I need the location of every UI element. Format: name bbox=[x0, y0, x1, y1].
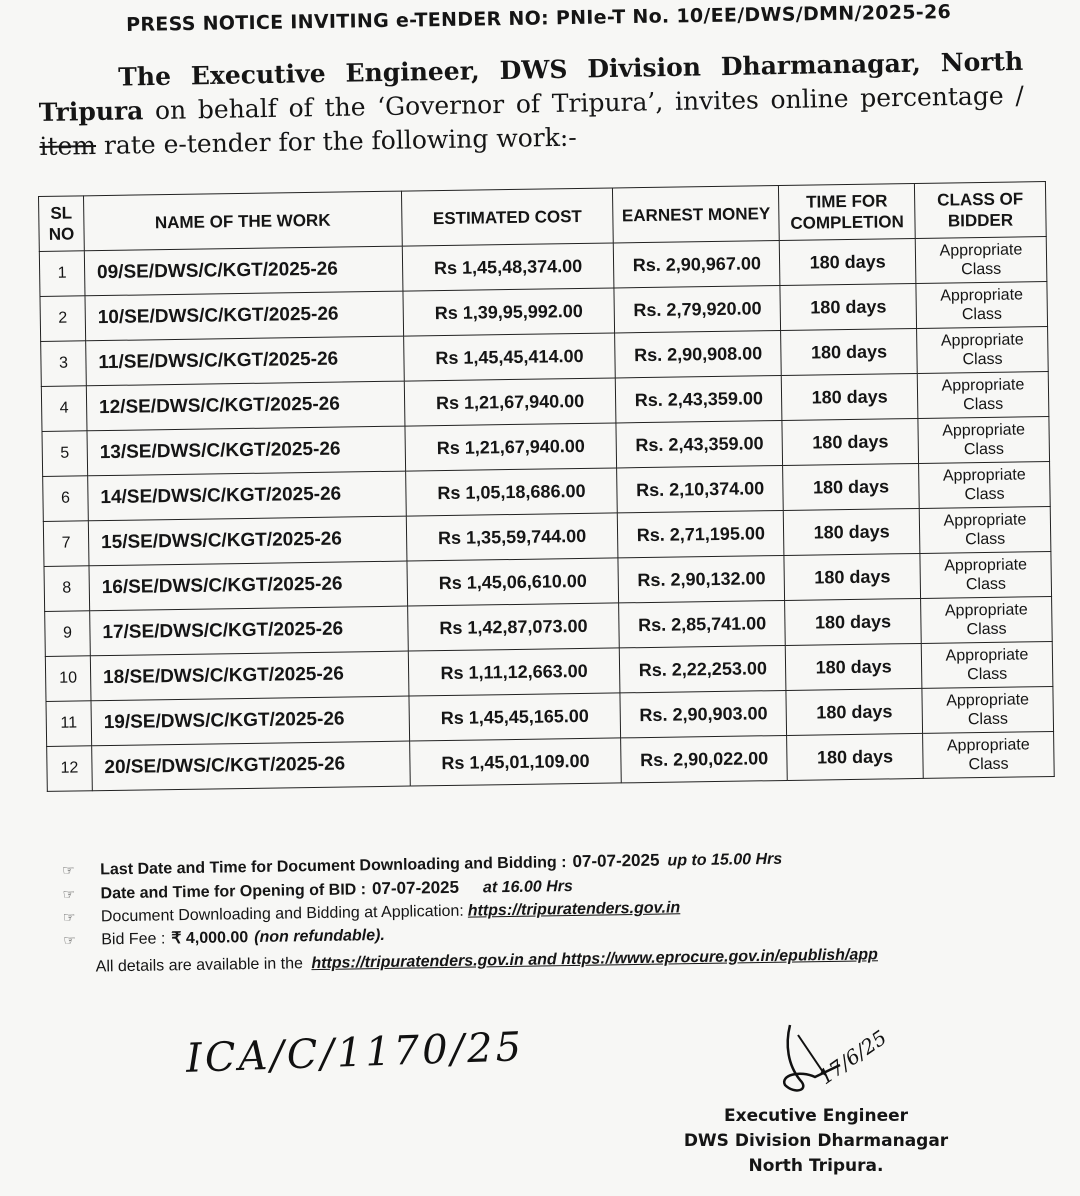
signature-date: 17/6/25 bbox=[814, 1025, 892, 1090]
cell-class-of-bidder: Appropriate Class bbox=[923, 731, 1055, 778]
cell-time-for-completion: 180 days bbox=[785, 643, 922, 690]
cell-work-name: 16/SE/DWS/C/KGT/2025-26 bbox=[89, 561, 407, 611]
cell-class-of-bidder: Appropriate Class bbox=[917, 372, 1049, 419]
pointing-hand-icon: ☞ bbox=[63, 931, 76, 948]
cell-earnest-money: Rs. 2,43,359.00 bbox=[616, 375, 782, 422]
cell-time-for-completion: 180 days bbox=[781, 328, 918, 375]
cell-work-name: 19/SE/DWS/C/KGT/2025-26 bbox=[91, 696, 409, 746]
cell-sl-no: 1 bbox=[39, 251, 85, 297]
cell-time-for-completion: 180 days bbox=[783, 508, 920, 555]
pointing-hand-icon: ☞ bbox=[62, 908, 76, 925]
opening-label: Date and Time for Opening of BID : bbox=[100, 881, 367, 903]
cell-work-name: 17/SE/DWS/C/KGT/2025-26 bbox=[90, 606, 408, 656]
cell-time-for-completion: 180 days bbox=[782, 418, 919, 465]
cell-time-for-completion: 180 days bbox=[783, 463, 920, 510]
cell-work-name: 14/SE/DWS/C/KGT/2025-26 bbox=[88, 471, 406, 521]
header-earnest-money: EARNEST MONEY bbox=[613, 186, 780, 243]
last-date-label: Last Date and Time for Document Downloading and Bidding : bbox=[100, 854, 567, 879]
intro-struck-word: item bbox=[39, 131, 97, 161]
header-estimated-cost: ESTIMATED COST bbox=[401, 188, 613, 246]
intro-paragraph bbox=[38, 45, 1025, 164]
bid-fee-note: (non refundable). bbox=[254, 926, 385, 946]
signatory-division: DWS Division Dharmanagar bbox=[683, 1131, 949, 1151]
cell-earnest-money: Rs. 2,90,022.00 bbox=[621, 735, 787, 782]
cell-sl-no: 12 bbox=[47, 746, 93, 792]
last-date-value: 07-07-2025 bbox=[572, 850, 660, 871]
cell-earnest-money: Rs. 2,90,903.00 bbox=[620, 690, 786, 737]
intro-text-end: rate e-tender for the following work:- bbox=[95, 122, 577, 160]
cell-earnest-money: Rs. 2,10,374.00 bbox=[617, 465, 783, 512]
cell-earnest-money: Rs. 2,43,359.00 bbox=[616, 420, 782, 467]
cell-estimated-cost: Rs 1,45,48,374.00 bbox=[402, 243, 614, 291]
pointing-hand-icon: ☞ bbox=[62, 861, 75, 878]
cell-sl-no: 4 bbox=[41, 386, 87, 432]
cell-time-for-completion: 180 days bbox=[780, 283, 917, 330]
cell-time-for-completion: 180 days bbox=[785, 598, 922, 645]
cell-sl-no: 11 bbox=[46, 701, 92, 747]
cell-class-of-bidder: Appropriate Class bbox=[915, 237, 1047, 284]
signature-mark bbox=[770, 1005, 930, 1105]
cell-time-for-completion: 180 days bbox=[786, 688, 923, 735]
cell-time-for-completion: 180 days bbox=[779, 238, 916, 285]
download-link[interactable]: https://tripuratenders.gov.in bbox=[467, 899, 681, 920]
cell-sl-no: 10 bbox=[45, 656, 91, 702]
cell-class-of-bidder: Appropriate Class bbox=[921, 597, 1053, 644]
cell-class-of-bidder: Appropriate Class bbox=[922, 686, 1054, 733]
cell-estimated-cost: Rs 1,35,59,744.00 bbox=[406, 513, 618, 561]
header-class-of-bidder: CLASS OF BIDDER bbox=[915, 182, 1047, 239]
cell-earnest-money: Rs. 2,22,253.00 bbox=[620, 645, 786, 692]
cell-estimated-cost: Rs 1,05,18,686.00 bbox=[405, 468, 617, 516]
details-label: All details are available in the bbox=[95, 955, 304, 976]
intro-issuer: The Executive Engineer, DWS Division Dharmanagar, North Tripura bbox=[38, 46, 1024, 127]
cell-estimated-cost: Rs 1,45,45,165.00 bbox=[409, 693, 621, 741]
cell-earnest-money: Rs. 2,90,967.00 bbox=[614, 241, 780, 288]
details-links[interactable]: https://tripuratenders.gov.in and https://www.eprocure.gov.in/epublish/app bbox=[311, 946, 879, 973]
cell-work-name: 11/SE/DWS/C/KGT/2025-26 bbox=[86, 336, 404, 386]
cell-estimated-cost: Rs 1,42,87,073.00 bbox=[407, 603, 619, 651]
cell-class-of-bidder: Appropriate Class bbox=[918, 417, 1050, 464]
cell-estimated-cost: Rs 1,39,95,992.00 bbox=[403, 288, 615, 336]
cell-earnest-money: Rs. 2,85,741.00 bbox=[619, 600, 785, 647]
intro-text: on behalf of the ‘Governor of Tripura’, invites online percentage / bbox=[143, 80, 1024, 126]
header-name-of-work: NAME OF THE WORK bbox=[83, 191, 401, 251]
bid-fee-value: ₹ 4,000.00 bbox=[171, 929, 249, 948]
signatory-block bbox=[682, 1104, 950, 1179]
cell-work-name: 18/SE/DWS/C/KGT/2025-26 bbox=[90, 651, 408, 701]
cell-work-name: 10/SE/DWS/C/KGT/2025-26 bbox=[85, 291, 403, 341]
cell-class-of-bidder: Appropriate Class bbox=[919, 462, 1051, 509]
notice-heading: PRESS NOTICE INVITING e-TENDER NO: PNIe-T No. 10/EE/DWS/DMN/2025-26 bbox=[126, 1, 952, 36]
signatory-location: North Tripura. bbox=[748, 1156, 884, 1176]
opening-time: at 16.00 Hrs bbox=[482, 877, 573, 897]
cell-sl-no: 2 bbox=[40, 296, 86, 342]
header-sl-no: SL NO bbox=[39, 196, 85, 252]
cell-earnest-money: Rs. 2,71,195.00 bbox=[618, 510, 784, 557]
pointing-hand-icon: ☞ bbox=[62, 885, 76, 902]
cell-sl-no: 5 bbox=[42, 431, 88, 477]
cell-class-of-bidder: Appropriate Class bbox=[920, 552, 1052, 599]
download-label: Document Downloading and Bidding at Application: bbox=[100, 902, 464, 926]
cell-time-for-completion: 180 days bbox=[781, 373, 918, 420]
cell-class-of-bidder: Appropriate Class bbox=[916, 282, 1048, 329]
cell-earnest-money: Rs. 2,79,920.00 bbox=[614, 286, 780, 333]
works-table bbox=[38, 181, 1055, 792]
cell-work-name: 09/SE/DWS/C/KGT/2025-26 bbox=[84, 246, 402, 296]
cell-sl-no: 8 bbox=[44, 566, 90, 612]
cell-sl-no: 6 bbox=[43, 476, 89, 522]
cell-time-for-completion: 180 days bbox=[784, 553, 921, 600]
cell-estimated-cost: Rs 1,45,06,610.00 bbox=[407, 558, 619, 606]
cell-time-for-completion: 180 days bbox=[787, 733, 924, 780]
cell-class-of-bidder: Appropriate Class bbox=[919, 507, 1051, 554]
opening-value: 07-07-2025 bbox=[371, 877, 460, 899]
bid-fee-label: Bid Fee : bbox=[101, 930, 166, 949]
cell-work-name: 15/SE/DWS/C/KGT/2025-26 bbox=[88, 516, 406, 566]
cell-work-name: 13/SE/DWS/C/KGT/2025-26 bbox=[87, 426, 405, 476]
cell-estimated-cost: Rs 1,21,67,940.00 bbox=[405, 423, 617, 471]
cell-work-name: 20/SE/DWS/C/KGT/2025-26 bbox=[92, 741, 410, 791]
cell-estimated-cost: Rs 1,11,12,663.00 bbox=[408, 648, 620, 696]
notes-section bbox=[62, 844, 964, 979]
signatory-title: Executive Engineer bbox=[723, 1106, 909, 1126]
cell-class-of-bidder: Appropriate Class bbox=[921, 642, 1053, 689]
cell-earnest-money: Rs. 2,90,132.00 bbox=[618, 555, 784, 602]
cell-estimated-cost: Rs 1,21,67,940.00 bbox=[404, 378, 616, 426]
handwritten-reference: ICA/C/1170/25 bbox=[185, 1024, 525, 1082]
cell-sl-no: 3 bbox=[41, 341, 87, 387]
cell-sl-no: 9 bbox=[45, 611, 91, 657]
cell-sl-no: 7 bbox=[43, 521, 89, 567]
header-time-for-completion: TIME FOR COMPLETION bbox=[779, 183, 916, 240]
last-date-time: up to 15.00 Hrs bbox=[667, 850, 783, 870]
cell-work-name: 12/SE/DWS/C/KGT/2025-26 bbox=[86, 381, 404, 431]
cell-estimated-cost: Rs 1,45,45,414.00 bbox=[403, 333, 615, 381]
cell-estimated-cost: Rs 1,45,01,109.00 bbox=[409, 738, 621, 786]
cell-class-of-bidder: Appropriate Class bbox=[917, 327, 1049, 374]
cell-earnest-money: Rs. 2,90,908.00 bbox=[615, 330, 781, 377]
